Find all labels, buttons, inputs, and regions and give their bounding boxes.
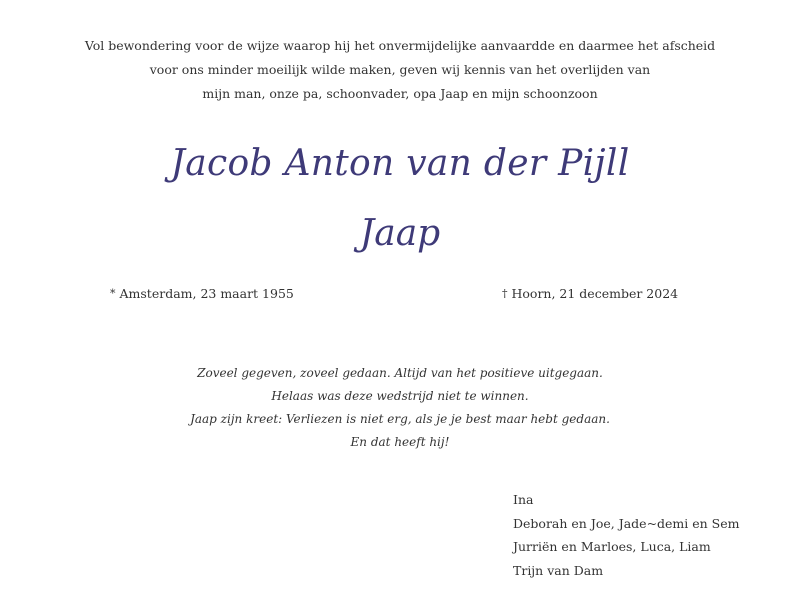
intro-line: mijn man, onze pa, schoonvader, opa Jaap en mijn schoonzoon: [202, 86, 598, 101]
death-place-date: Hoorn, 21 december 2024: [511, 286, 679, 301]
birth-symbol: *: [110, 287, 116, 300]
death-symbol: †: [502, 287, 508, 300]
intro-text: [40, 34, 760, 106]
family-line: Deborah en Joe, Jade~demi en Sem: [513, 515, 740, 531]
deceased-full-name: Jacob Anton van der Pijll: [170, 143, 630, 184]
birth-place-date: Amsterdam, 23 maart 1955: [119, 286, 294, 301]
quote-line: Zoveel gegeven, zoveel gedaan. Altijd van het positieve uitgegaan.: [197, 366, 603, 380]
family-line: Trijn van Dam: [513, 562, 604, 578]
birth-date: [110, 286, 294, 301]
quote-line: Helaas was deze wedstrijd niet te winnen.: [271, 389, 529, 403]
intro-line: Vol bewondering voor de wijze waarop hij het onvermijdelijke aanvaardde en daarmee het afscheid: [84, 38, 716, 53]
deceased-nickname: Jaap: [359, 213, 441, 254]
quote-line: Jaap zijn kreet: Verliezen is niet erg, als je je best maar hebt gedaan.: [190, 412, 610, 426]
intro-line: voor ons minder moeilijk wilde maken, geven wij kennis van het overlijden van: [149, 62, 651, 77]
family-signatures: [513, 488, 740, 582]
family-line: Jurriën en Marloes, Luca, Liam: [513, 539, 711, 554]
quote-line: En dat heeft hij!: [350, 435, 450, 449]
memorial-quote: [100, 362, 700, 454]
family-line: Ina: [513, 492, 534, 507]
death-date: [502, 286, 678, 301]
